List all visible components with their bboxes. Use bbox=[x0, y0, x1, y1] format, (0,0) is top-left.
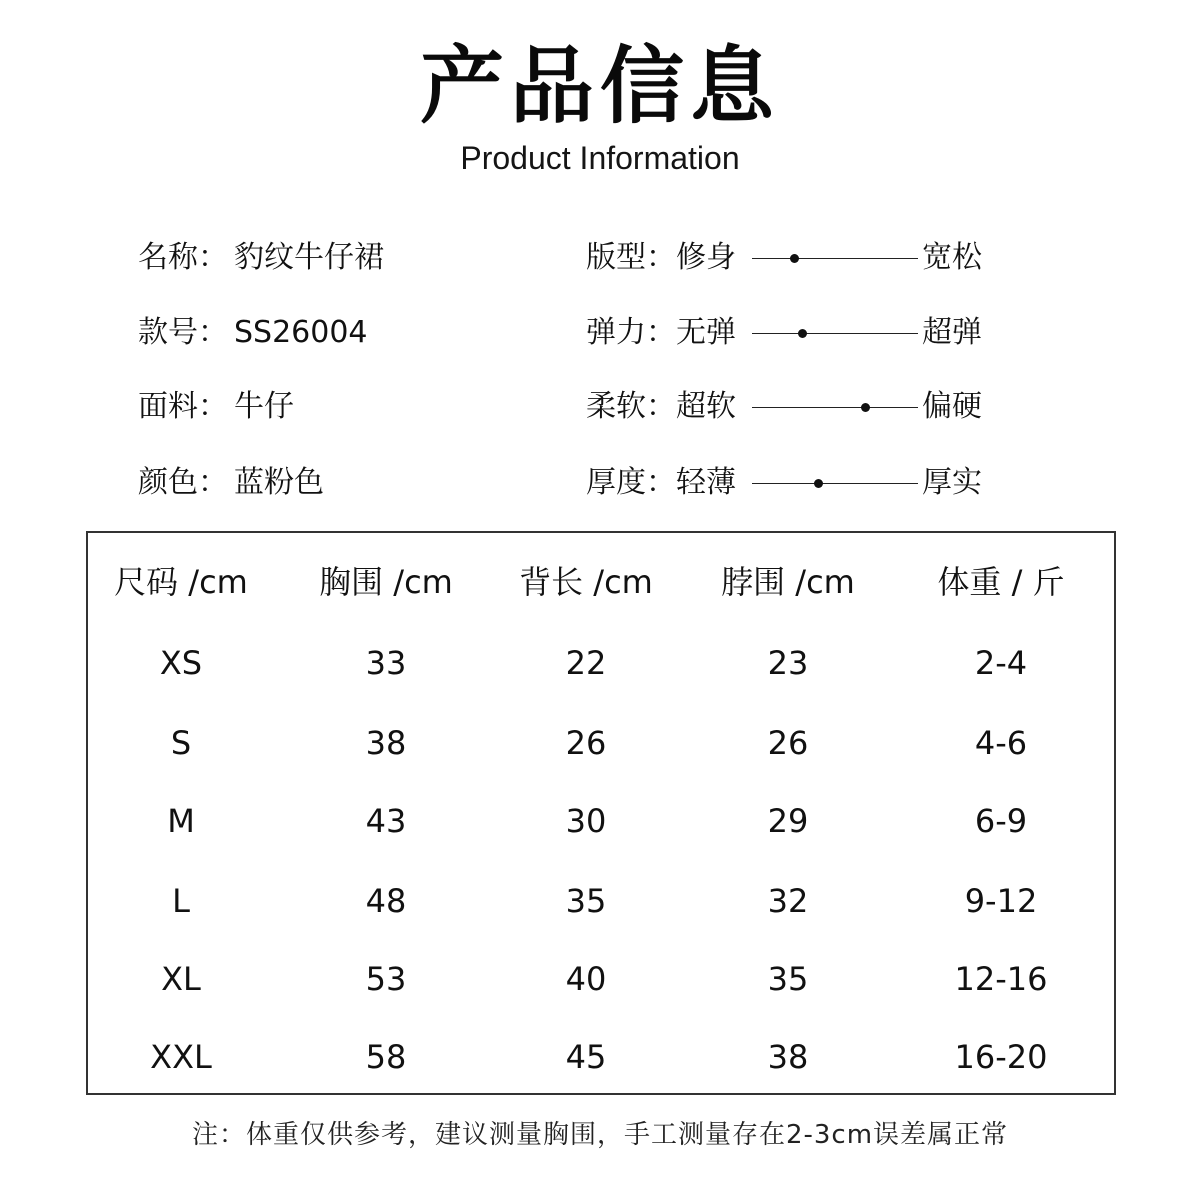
info-value: 豹纹牛仔裙 bbox=[234, 240, 384, 275]
scale-label: 弹力：无弹 bbox=[586, 315, 736, 350]
info-item bbox=[138, 236, 384, 280]
table-cell: 6-9 bbox=[974, 802, 1028, 840]
info-row bbox=[0, 236, 1200, 280]
table-cell: 12-16 bbox=[954, 960, 1048, 998]
table-cell: 35 bbox=[565, 882, 607, 920]
info-label: 颜色： bbox=[138, 465, 228, 500]
info-row bbox=[0, 461, 1200, 505]
scale-track bbox=[752, 483, 918, 484]
table-header-cell: 背长 /cm bbox=[519, 563, 653, 601]
attribute-scale bbox=[586, 236, 1006, 280]
scale-marker bbox=[814, 479, 823, 488]
scale-right-label: 厚实 bbox=[922, 465, 982, 500]
table-cell: 32 bbox=[767, 882, 809, 920]
table-cell: 22 bbox=[565, 644, 607, 682]
info-value: SS26004 bbox=[234, 315, 368, 350]
scale-label: 柔软：超软 bbox=[586, 389, 736, 424]
table-cell: 48 bbox=[365, 882, 407, 920]
table-size-cell: XL bbox=[161, 960, 201, 998]
page-title-cn: 产品信息 bbox=[419, 37, 780, 135]
table-cell: 35 bbox=[767, 960, 809, 998]
page-title-en: Product Information bbox=[460, 140, 740, 176]
info-label: 面料： bbox=[138, 389, 228, 424]
attribute-scale bbox=[586, 385, 1006, 429]
footnote: 注：体重仅供参考，建议测量胸围，手工测量存在2-3cm误差属正常 bbox=[191, 1120, 1009, 1150]
table-cell: 26 bbox=[565, 724, 607, 762]
attribute-scale bbox=[586, 461, 1006, 505]
scale-track bbox=[752, 258, 918, 259]
info-value: 蓝粉色 bbox=[234, 465, 324, 500]
table-size-cell: XXL bbox=[150, 1038, 212, 1076]
info-row bbox=[0, 385, 1200, 429]
attribute-scale bbox=[586, 311, 1006, 355]
table-cell: 4-6 bbox=[974, 724, 1028, 762]
table-header-cell: 胸围 /cm bbox=[319, 563, 453, 601]
table-cell: 53 bbox=[365, 960, 407, 998]
info-item bbox=[138, 461, 324, 505]
scale-track bbox=[752, 407, 918, 408]
scale-right-label: 宽松 bbox=[922, 240, 982, 275]
table-cell: 2-4 bbox=[974, 644, 1028, 682]
table-cell: 43 bbox=[365, 802, 407, 840]
scale-marker bbox=[861, 403, 870, 412]
table-cell: 33 bbox=[365, 644, 407, 682]
info-row bbox=[0, 311, 1200, 355]
table-cell: 38 bbox=[365, 724, 407, 762]
table-cell: 40 bbox=[565, 960, 607, 998]
table-size-cell: L bbox=[172, 882, 190, 920]
info-item bbox=[138, 311, 368, 355]
table-cell: 45 bbox=[565, 1038, 607, 1076]
table-size-cell: XS bbox=[159, 644, 203, 682]
table-cell: 23 bbox=[767, 644, 809, 682]
table-cell: 58 bbox=[365, 1038, 407, 1076]
table-cell: 16-20 bbox=[954, 1038, 1048, 1076]
scale-label: 版型：修身 bbox=[586, 240, 736, 275]
size-table bbox=[86, 531, 1116, 1095]
info-item bbox=[138, 385, 294, 429]
table-header-cell: 尺码 /cm bbox=[114, 563, 248, 601]
scale-right-label: 偏硬 bbox=[922, 389, 982, 424]
table-header-cell: 脖围 /cm bbox=[721, 563, 855, 601]
scale-track bbox=[752, 333, 918, 334]
info-label: 款号： bbox=[138, 315, 228, 350]
table-cell: 29 bbox=[767, 802, 809, 840]
table-header-cell: 体重 / 斤 bbox=[937, 563, 1065, 601]
scale-label: 厚度：轻薄 bbox=[586, 465, 736, 500]
info-label: 名称： bbox=[138, 240, 228, 275]
table-cell: 9-12 bbox=[964, 882, 1038, 920]
info-value: 牛仔 bbox=[234, 389, 294, 424]
table-size-cell: S bbox=[170, 724, 192, 762]
scale-right-label: 超弹 bbox=[922, 315, 982, 350]
scale-marker bbox=[790, 254, 799, 263]
scale-marker bbox=[798, 329, 807, 338]
table-size-cell: M bbox=[167, 802, 195, 840]
table-cell: 26 bbox=[767, 724, 809, 762]
table-cell: 38 bbox=[767, 1038, 809, 1076]
table-cell: 30 bbox=[565, 802, 607, 840]
